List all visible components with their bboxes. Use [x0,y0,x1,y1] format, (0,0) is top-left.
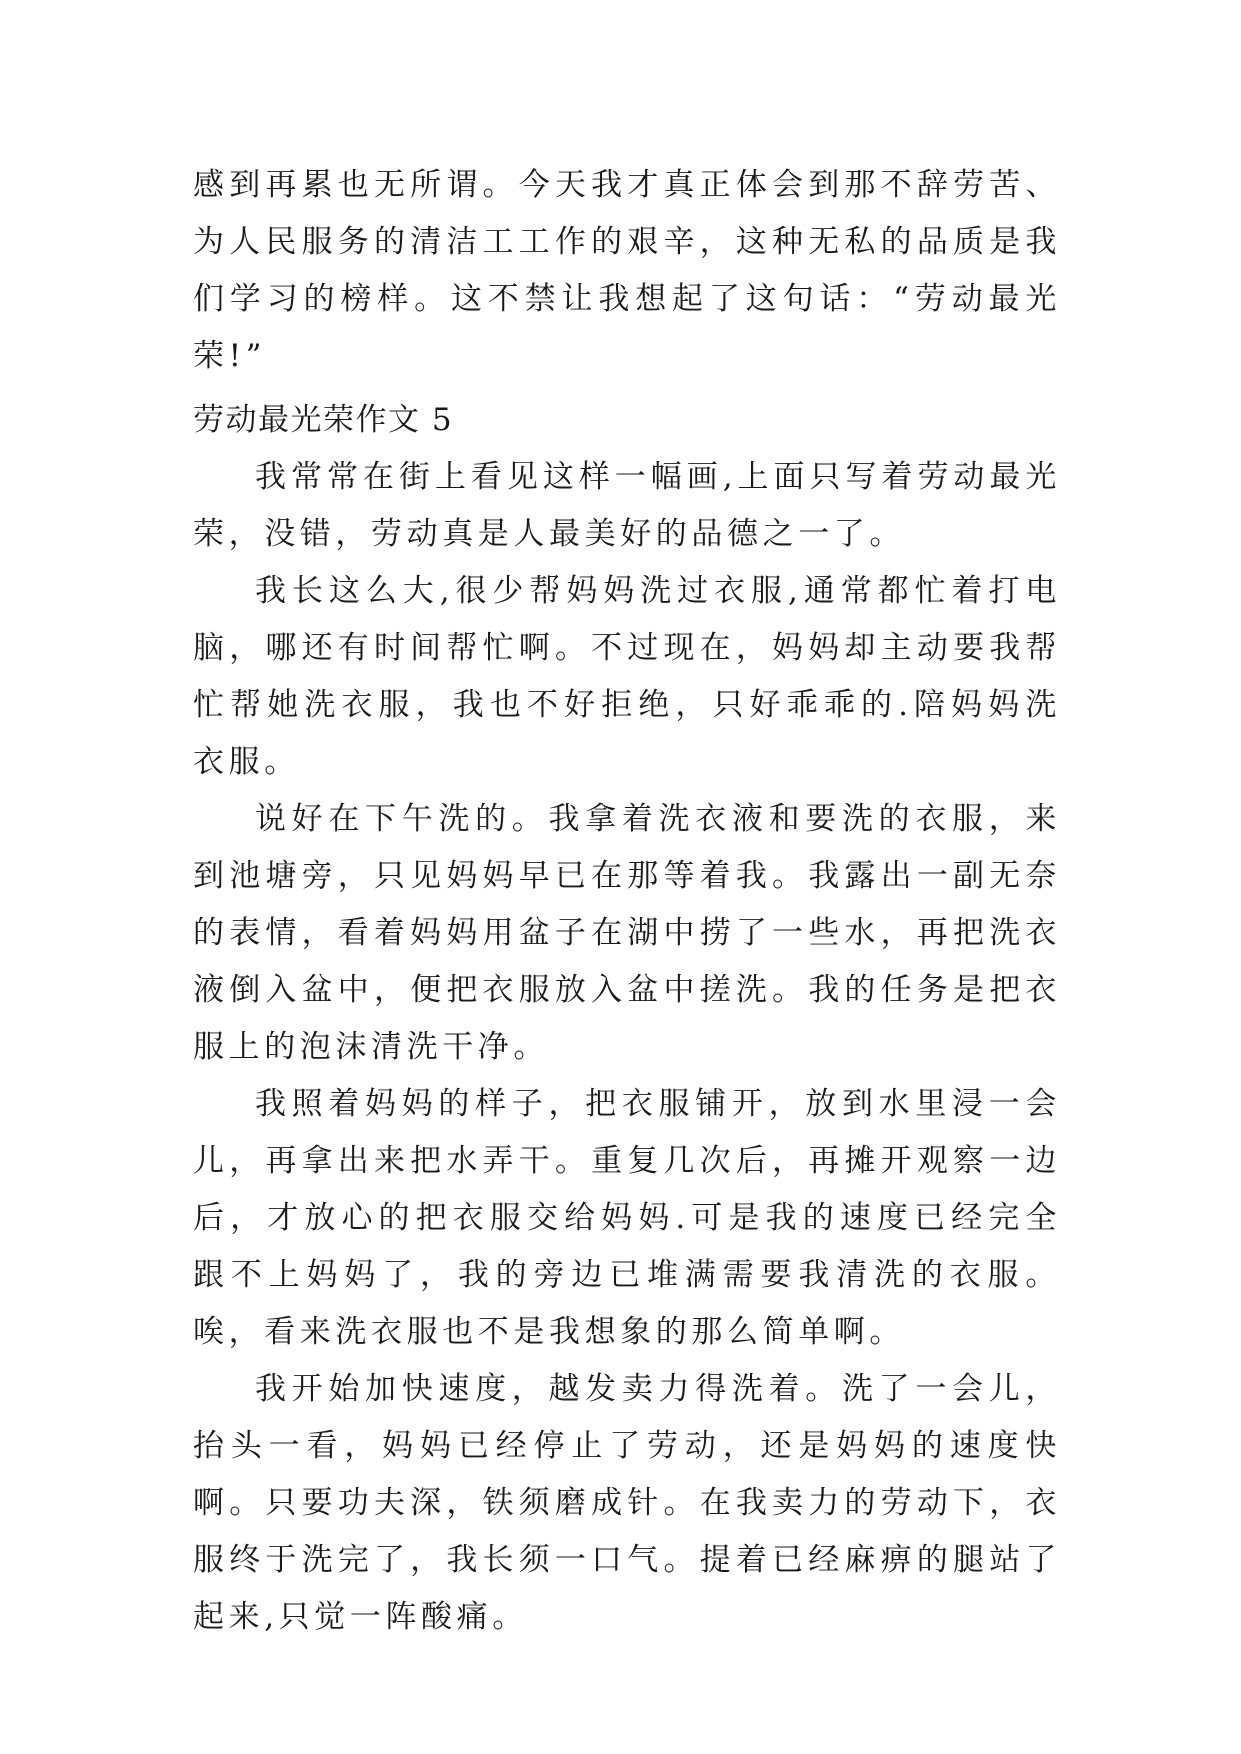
paragraph: 我照着妈妈的样子，把衣服铺开，放到水里浸一会儿，再拿出来把水弄干。重复几次后，再摊开观察一边后，才放心的把衣服交给妈妈.可是我的速度已经完全跟不上妈妈了，我的旁边已堆满需要我清洗的衣服。唉，看来洗衣服也不是我想象的那么简单啊。 [193,1086,1061,1350]
paragraph: 我开始加快速度，越发卖力得洗着。洗了一会儿，抬头一看，妈妈已经停止了劳动，还是妈妈的速度快啊。只要功夫深，铁须磨成针。在我卖力的劳动下，衣服终于洗完了，我长须一口气。提着已经麻痹的腿站了起来,只觉一阵酸痛。 [193,1371,1061,1635]
essay-body [193,449,1061,1646]
paragraph: 我长这么大,很少帮妈妈洗过衣服,通常都忙着打电脑，哪还有时间帮忙啊。不过现在，妈妈却主动要我帮忙帮她洗衣服，我也不好拒绝，只好乖乖的.陪妈妈洗衣服。 [193,573,1061,780]
section-title: 劳动最光荣作文 5 [193,402,454,438]
paragraph: 说好在下午洗的。我拿着洗衣液和要洗的衣服，来到池塘旁，只见妈妈早已在那等着我。我露出一副无奈的表情，看着妈妈用盆子在湖中捞了一些水，再把洗衣液倒入盆中，便把衣服放入盆中搓洗。我的任务是把衣服上的泡沫清洗干净。 [193,801,1061,1065]
paragraph: 我常常在街上看见这样一幅画,上面只写着劳动最光荣，没错，劳动真是人最美好的品德之一了。 [193,459,1061,552]
intro-paragraph: 感到再累也无所谓。今天我才真正体会到那不辞劳苦、为人民服务的清洁工工作的艰辛，这种无私的品质是我们学习的榜样。这不禁让我想起了这句话：“劳动最光荣!” [193,167,1061,374]
